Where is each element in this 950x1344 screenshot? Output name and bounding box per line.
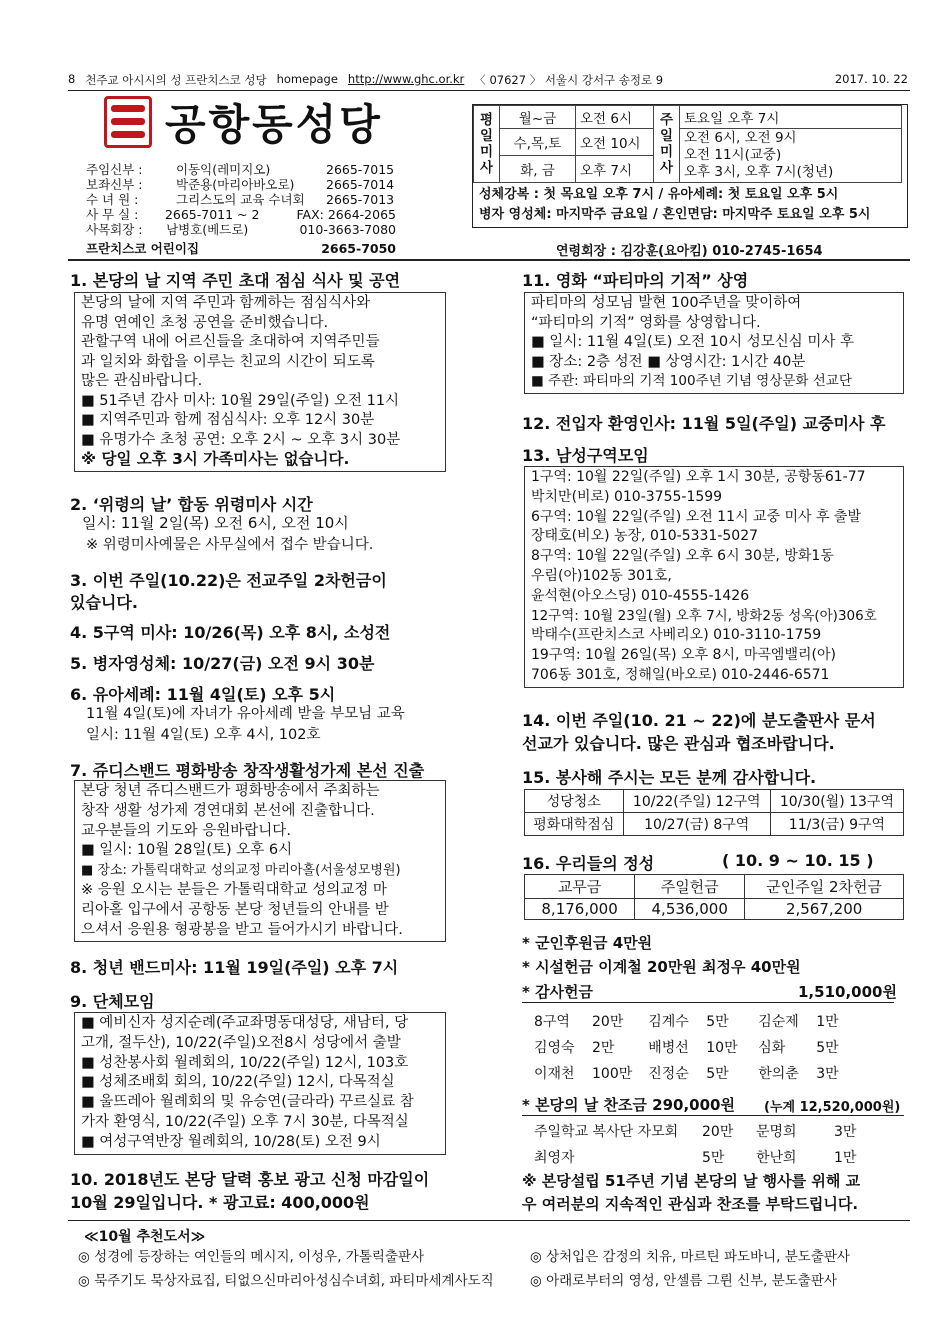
staff-phone: 2665-7013: [326, 192, 395, 207]
text-line: 교우분들의 기도와 응원바랍니다.: [81, 822, 291, 839]
donation-note: * 군인후원금 4만원: [522, 934, 653, 952]
table-cell: 한난희: [756, 1150, 797, 1166]
table-cell: 2만: [592, 1040, 615, 1056]
text-line: ■ 장소: 가톨릭대학교 성의교정 마리아홀(서울성모병원): [81, 863, 401, 879]
parish-logo: [104, 96, 152, 148]
thanks-offering-total: 1,510,000원: [798, 983, 897, 1001]
section-1-box: [74, 292, 446, 472]
table-cell: 2,567,200: [745, 899, 904, 920]
table-cell: 5만: [702, 1150, 725, 1166]
list-item: 12구역: 10월 23일(월) 오후 7시, 방화2동 성옥(아)306호: [531, 607, 877, 624]
sacrament-note: 병자 영성체: 마지막주 금요일 / 혼인면담: 마지막주 토요일 오후 5시: [479, 207, 871, 222]
section-11-box: [524, 292, 904, 394]
weekday-time: 오후 7시: [576, 156, 654, 183]
section-2-title: 2. ‘위령의 날’ 합동 위령미사 시간: [70, 495, 313, 514]
table-cell: 진정순: [648, 1066, 689, 1082]
section-7-title: 7. 쥬디스밴드 평화방송 창작생활성가제 본선 진출: [70, 761, 425, 780]
text-line: ※ 응원 오시는 분들은 가톨릭대학교 성의교정 마: [81, 881, 387, 898]
table-cell: 심화: [758, 1040, 786, 1056]
sacrament-note: 성체강복 : 첫 목요일 오후 7시 / 유아세례: 첫 토요일 오후 5시: [479, 187, 839, 202]
section-3-title-cont: 있습니다.: [70, 593, 138, 612]
anniversary-donation-cumulative: (누계 12,520,000원): [764, 1100, 901, 1115]
section-4-title: 4. 5구역 미사: 10/26(목) 오후 8시, 소성전: [70, 623, 391, 642]
section-13-box: [524, 466, 904, 688]
list-item: 1구역: 10월 22일(주일) 오후 1시 30분, 공항동61-77: [531, 469, 866, 485]
anniversary-donation-label: * 본당의 날 찬조금 290,000원: [522, 1096, 735, 1114]
staff-name: 이동익(레미지오): [176, 162, 271, 177]
table-row: [525, 899, 904, 920]
table-row: [526, 1144, 866, 1170]
anniversary-donation-table: [526, 1118, 866, 1170]
staff-row: [86, 222, 396, 237]
books-title: ≪10월 추천도서≫: [84, 1229, 206, 1245]
sunday-time: 오전 11시(교중): [684, 147, 782, 163]
text-line: ■ 주관: 파티마의 기적 100주년 기념 영상문화 선교단: [531, 373, 852, 390]
donation-note: * 시설헌금 이계철 20만원 최정우 40만원: [522, 958, 801, 976]
thanks-offering-table: [526, 1008, 860, 1086]
table-header: 교무금: [525, 875, 635, 899]
staff-phone: 2665-7014: [326, 177, 395, 192]
table-cell: 1만: [816, 1014, 839, 1030]
weekday-mass-label: 평일미사: [474, 106, 500, 183]
text-line: ■ 장소: 2층 성전 ■ 상영시간: 1시간 40분: [531, 353, 806, 370]
list-item: ■ 성체조배회 회의, 10/22(주일) 12시, 다목적실: [81, 1074, 395, 1091]
section-5-title: 5. 병자영성체: 10/27(금) 오전 9시 30분: [70, 654, 375, 673]
staff-role: 보좌신부 :: [86, 177, 143, 192]
list-item: 가자 환영식, 10/22(주일) 오후 7시 30분, 다목적실: [81, 1113, 409, 1130]
table-cell: 3만: [816, 1066, 839, 1082]
table-cell: 평화대학점심: [525, 813, 624, 836]
table-header: 군인주일 2차헌금: [745, 875, 904, 899]
notice-line: ※ 당일 오후 3시 가족미사는 없습니다.: [81, 450, 350, 468]
issue-date: 2017. 10. 22: [834, 72, 908, 86]
book-item: ◎ 묵주기도 묵상자료집, 티없으신마리아성심수녀회, 파티마세계사도직: [78, 1273, 494, 1289]
table-cell: 문명희: [756, 1124, 797, 1140]
list-item: ■ 성찬봉사회 월례회의, 10/22(주일) 12시, 103호: [81, 1054, 409, 1071]
table-row: [526, 1060, 860, 1086]
table-cell: 1만: [834, 1150, 857, 1166]
offering-table: [524, 874, 904, 920]
table-cell: 10/22(주일) 12구역: [623, 790, 770, 813]
text-line: ■ 일시: 11월 4일(토) 오전 10시 성모신심 미사 후: [531, 334, 855, 351]
list-item: 6구역: 10월 22일(주일) 오전 11시 교중 미사 후 출발: [531, 508, 861, 525]
table-cell: 4,536,000: [635, 899, 745, 920]
section-9-box: [74, 1012, 446, 1155]
list-item: 8구역: 10월 22일(주일) 오후 6시 30분, 방화1동: [531, 548, 834, 565]
table-cell: 10/30(월) 13구역: [770, 790, 903, 813]
address: 〈 07627 〉 서울시 강서구 송정로 9: [474, 73, 664, 87]
table-row: [525, 790, 904, 813]
table-cell: 배병선: [648, 1040, 689, 1056]
list-item: ■ 예비신자 성지순례(주교좌명동대성당, 새남터, 당: [81, 1015, 409, 1031]
table-cell: 10/27(금) 8구역: [623, 813, 770, 836]
table-cell: 5만: [706, 1066, 729, 1082]
staff-row: [86, 177, 396, 192]
table-cell: 8,176,000: [525, 899, 635, 920]
staff-row: [86, 192, 396, 207]
staff-phone: FAX: 2664-2065: [296, 207, 396, 222]
parish-title: 공항동성당: [165, 100, 383, 149]
sunday-time: 오후 3시, 오후 7시(청년): [684, 164, 834, 180]
table-cell: 20만: [592, 1014, 624, 1030]
table-cell: 성당청소: [525, 790, 624, 813]
sunday-time: 토요일 오후 7시: [680, 106, 902, 129]
funeral-contact: 연령회장 : 김강훈(요아킴) 010-2745-1654: [556, 244, 823, 259]
section-8-title: 8. 청년 밴드미사: 11월 19일(주일) 오후 7시: [70, 958, 399, 977]
text-line: “파티마의 기적” 영화를 상영합니다.: [531, 314, 761, 331]
section-10-title: 10. 2018년도 본당 달력 홍보 광고 신청 마감일이: [70, 1170, 430, 1189]
top-header-line: [68, 72, 908, 88]
table-row: [526, 1034, 860, 1060]
table-row: [525, 813, 904, 836]
staff-phone: 010-3663-7080: [299, 222, 396, 237]
section-7-box: [74, 780, 446, 942]
homepage-link[interactable]: http://www.ghc.or.kr: [347, 72, 465, 86]
table-cell: 8구역: [534, 1014, 570, 1030]
section-3-title: 3. 이번 주일(10.22)은 전교주일 2차헌금이: [70, 571, 387, 590]
section-9-title: 9. 단체모임: [70, 992, 155, 1011]
list-item: ■ 울뜨레아 월례회의 및 유승연(글라라) 꾸르실료 참: [81, 1094, 414, 1111]
text-line: 과 일치와 화합을 이루는 친교의 시간이 되도록: [81, 353, 375, 370]
sunday-time: 오전 6시, 오전 9시: [684, 130, 797, 146]
book-item: ◎ 상처입은 감정의 치유, 마르틴 파도바니, 분도출판사: [530, 1249, 850, 1265]
list-item: ■ 여성구역반장 월례회의, 10/28(토) 오전 9시: [81, 1133, 381, 1150]
section-12-title: 12. 전입자 환영인사: 11월 5일(주일) 교중미사 후: [522, 414, 886, 433]
staff-phone: 2665-7050: [321, 241, 396, 256]
list-item: 장태호(비오) 농장, 010-5331-5027: [531, 528, 759, 545]
section-11-title: 11. 영화 “파티마의 기적” 상영: [522, 271, 749, 290]
sacrament-notes: [473, 183, 907, 227]
section-10-title-cont: 10월 29일입니다. * 광고료: 400,000원: [70, 1193, 370, 1212]
text-line: 으셔서 응원용 형광봉을 받고 들어가시기 바랍니다.: [81, 921, 403, 938]
table-cell: 주일학교 복사단 자모회: [534, 1124, 679, 1140]
text-line: ■ 지역주민과 함께 점심식사: 오후 12시 30분: [81, 412, 375, 428]
staff-name: 박준용(마리아바오로): [176, 177, 295, 192]
list-item: 고개, 절두산), 10/22(주일)오전8시 성당에서 출발: [81, 1034, 401, 1051]
section-16-title: 16. 우리들의 정성: [522, 854, 655, 873]
mass-table: [473, 105, 902, 183]
staff-role: 수 녀 원 :: [86, 192, 139, 207]
text-line: 많은 관심바랍니다.: [81, 373, 203, 389]
text-line: ■ 51주년 감사 미사: 10월 29일(주일) 오전 11시: [81, 392, 400, 409]
weekday-time: 오전 10시: [576, 129, 654, 156]
table-header: 주일헌금: [635, 875, 745, 899]
table-cell: 10만: [706, 1040, 738, 1056]
staff-name: 2665-7011 ~ 2: [164, 207, 260, 222]
table-row: [526, 1118, 866, 1144]
text-line: 파티마의 성모님 발현 100주년을 맞이하여: [531, 295, 802, 311]
staff-role: 프란치스코 어린이집: [86, 241, 200, 256]
thanks-offering-label: * 감사헌금: [522, 983, 594, 1001]
list-item: 박태수(프란치스코 사베리오) 010-3110-1759: [531, 627, 822, 644]
table-cell: 3만: [834, 1124, 857, 1140]
mass-schedule: [472, 104, 908, 228]
section-14-title-cont: 선교가 있습니다. 많은 관심과 협조바랍니다.: [522, 734, 835, 753]
staff-row: [86, 207, 396, 222]
list-item: 윤석현(아오스딩) 010-4555-1426: [531, 587, 750, 604]
list-item: 박치만(비로) 010-3755-1599: [531, 488, 723, 505]
section-16-period: ( 10. 9 ~ 10. 15 ): [722, 851, 874, 870]
staff-role: 주임신부 :: [86, 162, 143, 177]
staff-name: 남병호(베드로): [166, 222, 249, 237]
closing-message-cont: 우 여러분의 지속적인 관심과 찬조를 부탁드립니다.: [522, 1195, 859, 1213]
book-item: ◎ 아래로부터의 영성, 안셀름 그륀 신부, 분도출판사: [530, 1273, 837, 1289]
list-item: 706동 301호, 정해일(바오로) 010-2446-6571: [531, 666, 830, 683]
table-cell: 김영숙: [534, 1040, 575, 1056]
staff-phone: 2665-7015: [326, 162, 395, 177]
volunteer-table: [524, 789, 904, 836]
section-14-title: 14. 이번 주일(10. 21 ~ 22)에 분도출판사 문서: [522, 711, 876, 730]
sunday-times: [680, 129, 902, 183]
table-cell: 11/3(금) 9구역: [770, 813, 903, 836]
weekday-days: 화, 금: [500, 156, 576, 183]
text-line: 관할구역 내에 어르신들을 초대하여 지역주민들: [81, 334, 380, 350]
text-line: 리아홀 입구에서 공항동 본당 청년들의 안내를 받: [81, 901, 389, 918]
section-15-title: 15. 봉사해 주시는 모든 분께 감사합니다.: [522, 768, 817, 787]
staff-role: 사 무 실 :: [86, 207, 139, 222]
staff-name: 그리스도의 교육 수녀회: [176, 192, 305, 207]
table-cell: 20만: [702, 1124, 734, 1140]
book-item: ◎ 성경에 등장하는 여인들의 메시지, 이성우, 가톨릭출판사: [78, 1249, 425, 1265]
table-cell: 5만: [706, 1014, 729, 1030]
section-1-title: 1. 본당의 날 지역 주민 초대 점심 식사 및 공연: [70, 271, 401, 290]
staff-role: 사목회장 :: [86, 222, 143, 237]
staff-row: [86, 241, 396, 256]
section-6-title: 6. 유아세례: 11월 4일(토) 오후 5시: [70, 685, 336, 704]
text-line: 일시: 11월 4일(토) 오후 4시, 102호: [86, 727, 321, 743]
table-cell: 김순제: [758, 1014, 799, 1030]
list-item: 19구역: 10월 26일(목) 오후 8시, 마곡엠밸리(아): [531, 647, 836, 664]
weekday-days: 월~금: [500, 106, 576, 129]
text-line: 일시: 11월 2일(목) 오전 6시, 오전 10시: [82, 514, 349, 532]
table-cell: 김계수: [648, 1014, 689, 1030]
org-name: 천주교 아시시의 성 프란치스코 성당: [85, 73, 267, 87]
staff-row: [86, 162, 396, 177]
text-line: ※ 위령미사예물은 사무실에서 접수 받습니다.: [86, 537, 374, 553]
page-number: 8: [68, 72, 76, 86]
sunday-mass-label: 주일미사: [654, 106, 680, 183]
closing-message: ※ 본당설립 51주년 기념 본당의 날 행사를 위해 교: [522, 1172, 861, 1190]
staff-directory: [86, 162, 396, 256]
section-13-title: 13. 남성구역모임: [522, 446, 649, 465]
table-cell: 5만: [816, 1040, 839, 1056]
text-line: 유명 연예인 초청 공연을 준비했습니다.: [81, 314, 329, 331]
table-cell: 한의춘: [758, 1066, 799, 1082]
weekday-time: 오전 6시: [576, 106, 654, 129]
table-cell: 이재천: [534, 1066, 575, 1082]
text-line: ■ 유명가수 초청 공연: 오후 2시 ~ 오후 3시 30분: [81, 431, 401, 448]
table-row: [526, 1008, 860, 1034]
homepage-label: homepage: [276, 72, 338, 86]
text-line: 본당의 날에 지역 주민과 함께하는 점심식사와: [81, 295, 371, 311]
text-line: 창작 생활 성가제 경연대회 본선에 진출합니다.: [81, 802, 375, 819]
table-cell: 100만: [592, 1066, 633, 1082]
text-line: 11월 4일(토)에 자녀가 유아세례 받을 부모님 교육: [86, 706, 405, 722]
text-line: 본당 청년 쥬디스밴드가 평화방송에서 주최하는: [81, 783, 380, 799]
weekday-days: 수,목,토: [500, 129, 576, 156]
text-line: ■ 일시: 10월 28일(토) 오후 6시: [81, 842, 293, 859]
table-cell: 최영자: [534, 1150, 575, 1166]
table-row: [525, 875, 904, 899]
list-item: 우림(아)102동 301호,: [531, 567, 672, 584]
